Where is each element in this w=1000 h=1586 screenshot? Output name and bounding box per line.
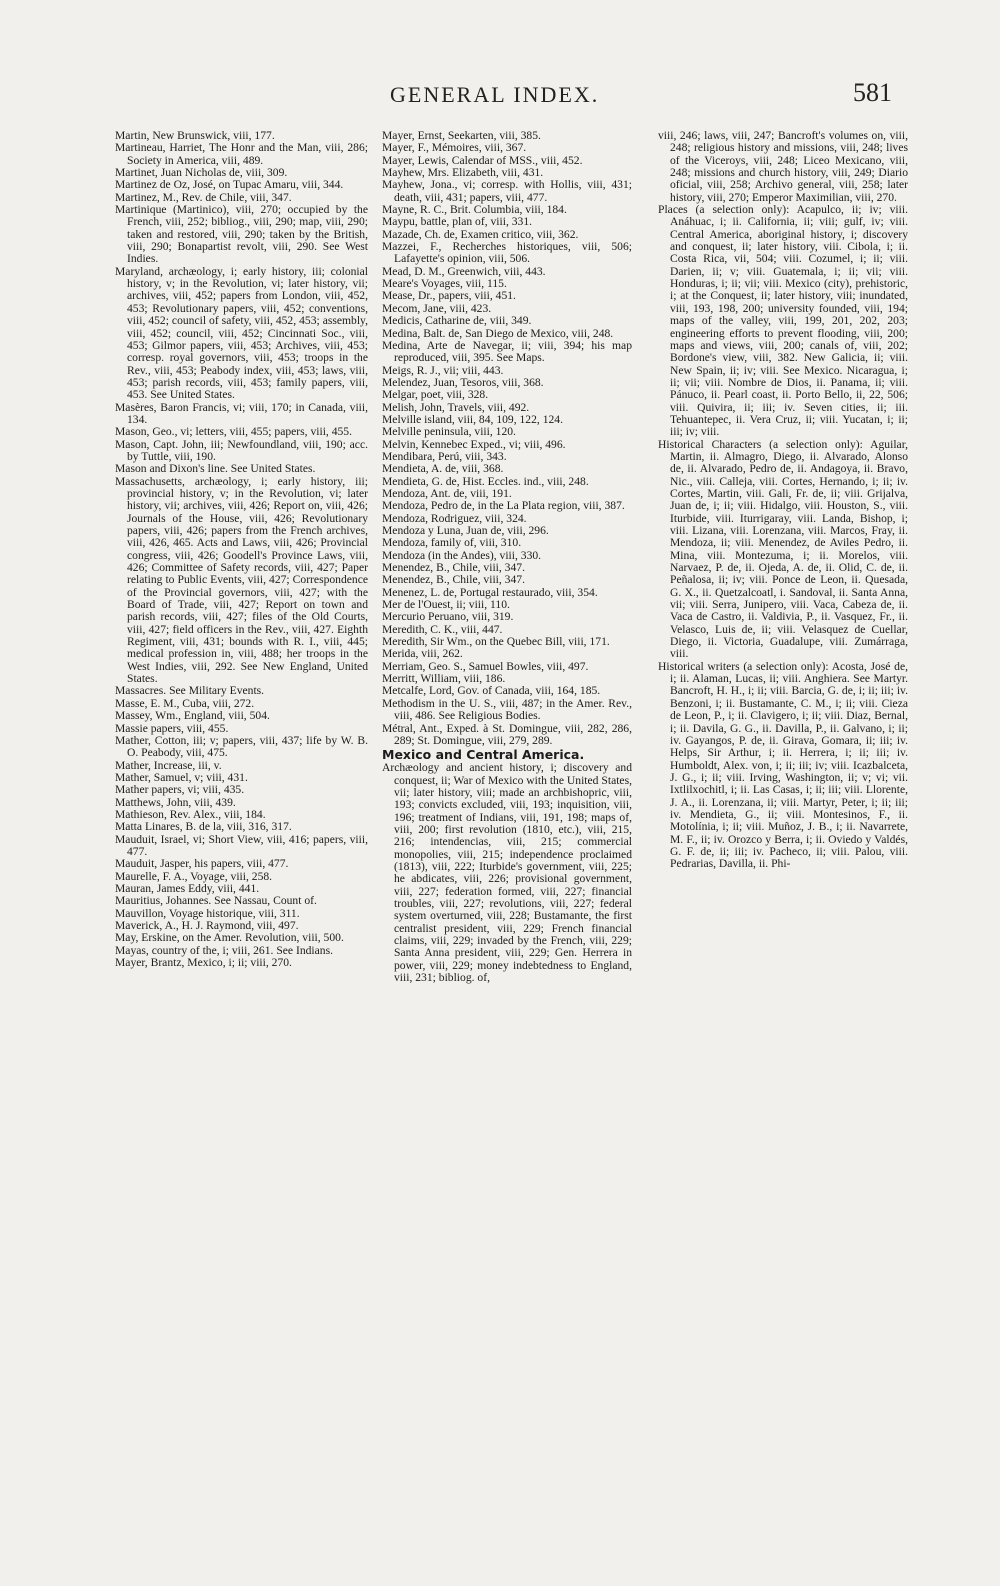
index-entry: Metcalfe, Lord, Gov. of Canada, viii, 164, 185. xyxy=(382,684,601,698)
index-entry: Mease, Dr., papers, viii, 451. xyxy=(382,289,516,303)
index-entry: Melville peninsula, viii, 120. xyxy=(382,425,516,439)
index-entry: Maverick, A., H. J. Raymond, viii, 497. xyxy=(115,919,299,932)
index-entry: Martinet, Juan Nicholas de, viii, 309. xyxy=(115,166,288,180)
index-entry: Martinez de Oz, José, on Tupac Amaru, viii, 344. xyxy=(115,178,344,192)
index-entry: Melendez, Juan, Tesoros, viii, 368. xyxy=(382,375,544,389)
index-entry: Archæology and ancient history, i; discovery and conquest, ii; War of Mexico with the United States, vii; later history, viii; made an archbishopric, viii, 193; convicts excluded, viii, 193; inquisition, viii, 196; treatment of Indians, viii, 191, 198; maps of, viii, 200; first revolution (1810, etc.), viii, 215, 216; intendencias, viii, 215; commercial monopolies, viii, 215; independence proclaimed (1813), viii, 222; Iturbide's government, viii, 225; he abdicates, viii, 226; provisional government, viii, 227; federation formed, viii, 227; financial troubles, viii, 227; revolutions, viii, 227; federal system overturned, viii, 228; Bustamante, the first centralist president, viii, 229; French financial claims, viii, 229; invaded by the French, viii, 229; Santa Anna president, viii, 229; Gen. Herrera in power, viii, 229; money indebtedness to England, viii, 231; bibliog. of, xyxy=(382,761,632,985)
index-entry: Mayer, Brantz, Mexico, i; ii; viii, 270. xyxy=(115,956,292,970)
index-entry: Meredith, Sir Wm., on the Quebec Bill, viii, 171. xyxy=(382,635,610,649)
index-entry: Mathieson, Rev. Alex., viii, 184. xyxy=(115,807,266,821)
index-entry: Mayhew, Jona., vi; corresp. with Hollis, viii, 431; death, viii, 431; papers, viii, 477. xyxy=(382,178,632,204)
index-entry: Masères, Baron Francis, vi; viii, 170; in Canada, viii, 134. xyxy=(115,400,368,426)
index-entry: viii, 246; laws, viii, 247; Bancroft's volumes on, viii, 248; religious history and missions, viii, 248; lives of the Viceroys, viii, 248; Liceo Mexicano, viii, 248; missions and church history, viii, 249; Diario oficial, viii, 258; Archivo general, viii, 258; later history, viii, 270; Emperor Maximilian, viii, 270. xyxy=(658,129,908,204)
index-entry: Menendez, B., Chile, viii, 347. xyxy=(382,561,525,575)
index-entry: Métral, Ant., Exped. à St. Domingue, viii, 282, 286, 289; St. Domingue, viii, 279, 289. xyxy=(382,721,632,747)
index-entry: Massie papers, viii, 455. xyxy=(115,721,229,735)
index-entry: Mendieta, G. de, Hist. Eccles. ind., viii, 248. xyxy=(382,474,589,488)
index-entry: Mayer, F., Mémoires, viii, 367. xyxy=(382,141,527,155)
index-entry: Mayer, Lewis, Calendar of MSS., viii, 452. xyxy=(382,153,583,167)
index-entry: Places (a selection only): Acapulco, ii; iv; viii. Anáhuac, i; ii. California, ii; viii; gulf, iv; viii. Central America, aboriginal history, i; discovery and conquest, ii; later history, viii. Cibola, i; ii. Costa Rica, vii, 504; viii. Cozumel, i; ii; viii. Darien, ii; v; viii. Guatemala, i; ii; vii; viii. Honduras, i; ii; vii; viii. Mexico (city), prehistoric, i; at the Conquest, ii; later history, viii; inundated, viii, 193, 198, 200; university founded, viii, 194; maps of the valley, viii, 199, 201, 202, 203; engineering efforts to prevent flooding, viii, 200; maps and views, viii, 200; canals of, viii, 202; Bordone's view, viii, 382. New Galicia, ii; viii. New Spain, ii; iv; viii. See Mexico. Nicaragua, i; ii; vii; viii. Nombre de Dios, ii. Panama, ii; viii. Pánuco, ii. Pearl coast, ii. Porto Bello, ii, 22, 506; viii. Quivira, ii; iii; iv. Seven cities, ii; iii. Tehuantepec, ii. Vera Cruz, ii; viii. Yucatan, i; ii; iii; iv; viii. xyxy=(658,203,908,439)
index-entry: Massey, Wm., England, viii, 504. xyxy=(115,709,270,723)
index-entry: Mazzei, F., Recherches historiques, viii, 506; Lafayette's opinion, viii, 506. xyxy=(382,240,632,266)
index-entry: Mason, Geo., vi; letters, viii, 455; papers, viii, 455. xyxy=(115,425,352,439)
index-entry: Mayas, country of the, i; viii, 261. See Indians. xyxy=(115,943,333,957)
index-entry: Martineau, Harriet, The Honr and the Man, viii, 286; Society in America, viii, 489. xyxy=(115,141,368,167)
index-entry: Mazade, Ch. de, Examen critico, viii, 362. xyxy=(382,227,579,241)
index-entry: Mendieta, A. de, viii, 368. xyxy=(382,462,504,476)
index-entry: Matta Linares, B. de la, viii, 316, 317. xyxy=(115,820,292,834)
index-entry: Maypu, battle, plan of, viii, 331. xyxy=(382,215,533,229)
index-entry: Menendez, B., Chile, viii, 347. xyxy=(382,573,525,587)
index-entry: Meredith, C. K., viii, 447. xyxy=(382,622,503,636)
index-entry: Mauduit, Jasper, his papers, viii, 477. xyxy=(115,857,289,871)
index-entry: Mayhew, Mrs. Elizabeth, viii, 431. xyxy=(382,166,544,180)
index-entry: Matthews, John, viii, 439. xyxy=(115,795,236,809)
index-entry: Mauduit, Israel, vi; Short View, viii, 416; papers, viii, 477. xyxy=(115,832,368,858)
index-entry: Medina, Balt. de, San Diego de Mexico, viii, 248. xyxy=(382,326,614,340)
index-entry: Melgar, poet, viii, 328. xyxy=(382,388,489,402)
index-entry: Martinez, M., Rev. de Chile, viii, 347. xyxy=(115,190,292,204)
index-entry: Meigs, R. J., vii; viii, 443. xyxy=(382,363,504,377)
index-entry: Merriam, Geo. S., Samuel Bowles, viii, 497. xyxy=(382,659,589,673)
index-entry: Mendibara, Perú, viii, 343. xyxy=(382,449,507,463)
index-entry: Historical Characters (a selection only): Aguilar, Martin, ii. Almagro, Diego, ii. Alvarado, Alonso de, ii. Alvarado, Pedro de, ii. Andagoya, ii. Bravo, Nic., viii. Calleja, viii. Cortes, Hernando, i; ii; iv. Cortes, Martin, viii. Gali, Fr. de, ii; viii. Grijalva, Juan de, i; ii; viii. Hidalgo, viii. Houston, S., viii. Iturbide, viii. Iturrigaray, viii. Landa, Bishop, i; viii. Lizana, viii. Lorenzana, viii. Marcos, Fray, ii. Mendoza, ii; viii. Menendez, de Aviles Pedro, ii. Mina, viii. Montezuma, i; ii. Morelos, viii. Narvaez, P. de, ii. Ojeda, A. de, ii. Olid, C. de, ii. Peñalosa, ii; iv; viii. Ponce de Leon, ii. Quesada, G. X., ii. Quetzalcoatl, i. Sandoval, ii. Santa Anna, vii; viii. Serra, Junipero, viii. Vaca, Cabeza de, ii. Vaca de Castro, ii. Valdivia, P., ii. Vasquez, Fr., ii. Velasco, Luis de, ii; viii. Velasquez de Cuellar, Diego, ii. Victoria, Guadalupe, viii. Zumárraga, viii. xyxy=(658,437,908,661)
index-column-3 xyxy=(658,130,908,871)
index-entry: Massacres. See Military Events. xyxy=(115,684,265,698)
index-entry: Mercurio Peruano, viii, 319. xyxy=(382,610,514,624)
index-entry: Melish, John, Travels, viii, 492. xyxy=(382,400,530,414)
index-entry: Mather papers, vi; viii, 435. xyxy=(115,783,245,797)
index-entry: Massachusetts, archæology, i; early history, iii; provincial history, v; in the Revolution, vi; later history, vii; archives, viii, 426; Report on, viii, 426; Journals of the House, viii, 426; Revolutionary papers, viii, 426; papers from the French archives, viii, 426, 465. Acts and Laws, viii, 426; Provincial congress, viii, 426; Goodell's Province Laws, viii, 426; Committee of Safety records, viii, 427; Paper relating to Public Events, viii, 427; Correspondence of the Provincial governors, viii, 427; with the Board of Trade, viii, 427; Report on town and parish records, viii, 427; files of the Old Courts, viii, 427; field officers in the Rev., viii, 427. Eighth Regiment, viii, 431; bounds with R. I., viii, 445; medical profession in, viii, 488; her troops in the West Indies, viii, 292. See New England, United States. xyxy=(115,474,368,686)
index-entry: Mather, Cotton, iii; v; papers, viii, 437; life by W. B. O. Peabody, viii, 475. xyxy=(115,733,368,760)
index-entry: Mendoza, family of, viii, 310. xyxy=(382,536,522,550)
index-entry: Mexico and Central America. xyxy=(382,747,585,763)
index-entry: Maryland, archæology, i; early history, iii; colonial history, v; in the Revolution, vi; later history, vii; archives, viii, 452; papers from London, viii, 452, 453; Revolutionary papers, viii, 452; conventions, viii, 452; council of safety, viii, 452, 453; assembly, viii, 452; council, viii, 452; Cincinnati Soc., viii, 453; Gilmor papers, viii, 453; Archives, viii, 453; corresp. royal governors, viii, 453; troops in the Rev., viii, 453; Peabody index, viii, 453; laws, viii, 453; parish records, viii, 453; family papers, viii, 453. See United States. xyxy=(115,264,368,402)
index-entry: Maurelle, F. A., Voyage, viii, 258. xyxy=(115,869,273,883)
page-header xyxy=(0,78,1000,118)
index-entry: Mendoza y Luna, Juan de, viii, 296. xyxy=(382,524,549,537)
index-entry: Mather, Samuel, v; viii, 431. xyxy=(115,770,248,784)
index-entry: Mendoza (in the Andes), viii, 330. xyxy=(382,548,542,562)
index-entry: Mer de l'Ouest, ii; viii, 110. xyxy=(382,598,510,612)
index-entry: Masse, E. M., Cuba, viii, 272. xyxy=(115,696,255,710)
index-entry: Mauran, James Eddy, viii, 441. xyxy=(115,881,260,895)
index-entry: Martin, New Brunswick, viii, 177. xyxy=(115,129,275,142)
index-entry: Menenez, L. de, Portugal restaurado, viii, 354. xyxy=(382,585,598,599)
index-entry: Merida, viii, 262. xyxy=(382,647,463,661)
index-column-2 xyxy=(382,130,632,984)
index-entry: Mendoza, Ant. de, viii, 191. xyxy=(382,486,512,500)
index-entry: Mason, Capt. John, iii; Newfoundland, viii, 190; acc. by Tuttle, viii, 190. xyxy=(115,437,368,463)
index-entry: Mather, Increase, iii, v. xyxy=(115,758,222,772)
index-entry: Mead, D. M., Greenwich, viii, 443. xyxy=(382,264,546,278)
index-entry: Mendoza, Pedro de, in the La Plata region, viii, 387. xyxy=(382,499,625,513)
index-entry: Melvin, Kennebec Exped., vi; viii, 496. xyxy=(382,437,566,451)
index-entry: Medicis, Catharine de, viii, 349. xyxy=(382,314,532,328)
index-entry: Mauvillon, Voyage historique, viii, 311. xyxy=(115,906,300,920)
index-entry: Martinique (Martinico), viii, 270; occupied by the French, viii, 252; bibliog., viii, 290; map, viii, 290; taken and restored, viii, 290; taken by the British, viii, 290; Bonapartist revolt, viii, 290. See West Indies. xyxy=(115,203,368,266)
index-entry: Mendoza, Rodriguez, viii, 324. xyxy=(382,511,527,525)
index-entry: Historical writers (a selection only): Acosta, José de, i; ii. Alaman, Lucas, ii; viii. Anghiera. See Martyr. Bancroft, H. H., i; ii; viii. Barcia, G. de, i; ii; iii; iv. Benzoni, i; ii. Bustamante, C. M., i; ii; viii. Cieza de Leon, P., i; ii. Clavigero, i; ii; viii. Diaz, Bernal, i; ii. Davila, G. G., ii. Davilla, P., ii. Galvano, i; ii; iv. Gayangos, P. de, ii. Girava, Gomara, ii; iii; iv. Helps, Sir Arthur, i; ii. Herrera, i; ii; iii; iv. Humboldt, Alex. von, i; ii; iii; iv; viii. Icazbalceta, J. G., i; ii; viii. Irving, Washington, ii; v; vi; vii. Ixtlilxochitl, i; ii. Las Casas, i; ii; iii; viii. Llorente, J. A., ii. Lorenzana, ii; viii. Martyr, Peter, i; ii; iii; iv. Mendieta, G., ii; viii. Montesinos, F., ii. Motolínia, i; ii; viii. Muñoz, J. B., i; ii. Navarrete, M. F., ii; iv. Orozco y Berra, i; ii. Oviedo y Valdés, G. F. de, ii; iii; iv. Pacheco, ii; viii. Palou, viii. Pedrarias, Davilla, ii. Phi- xyxy=(658,659,908,871)
index-entry: Melville island, viii, 84, 109, 122, 124. xyxy=(382,412,563,426)
index-entry: Meare's Voyages, viii, 115. xyxy=(382,277,507,291)
index-entry: Merritt, William, viii, 186. xyxy=(382,672,506,686)
index-column-1 xyxy=(115,130,368,969)
index-entry: Mayer, Ernst, Seekarten, viii, 385. xyxy=(382,129,541,142)
index-entry: Mason and Dixon's line. See United States. xyxy=(115,462,316,476)
index-entry: Medina, Arte de Navegar, ii; viii, 394; his map reproduced, viii, 395. See Maps. xyxy=(382,338,632,365)
index-entry: Mayne, R. C., Brit. Columbia, viii, 184. xyxy=(382,203,567,217)
index-entry: Methodism in the U. S., viii, 487; in the Amer. Rev., viii, 486. See Religious Bodies. xyxy=(382,696,632,723)
page-number: 581 xyxy=(853,78,892,107)
index-entry: Mauritius, Johannes. See Nassau, Count of. xyxy=(115,894,317,908)
running-title: GENERAL INDEX. xyxy=(390,82,600,107)
index-entry: May, Erskine, on the Amer. Revolution, viii, 500. xyxy=(115,931,344,945)
index-entry: Mecom, Jane, viii, 423. xyxy=(382,301,492,315)
